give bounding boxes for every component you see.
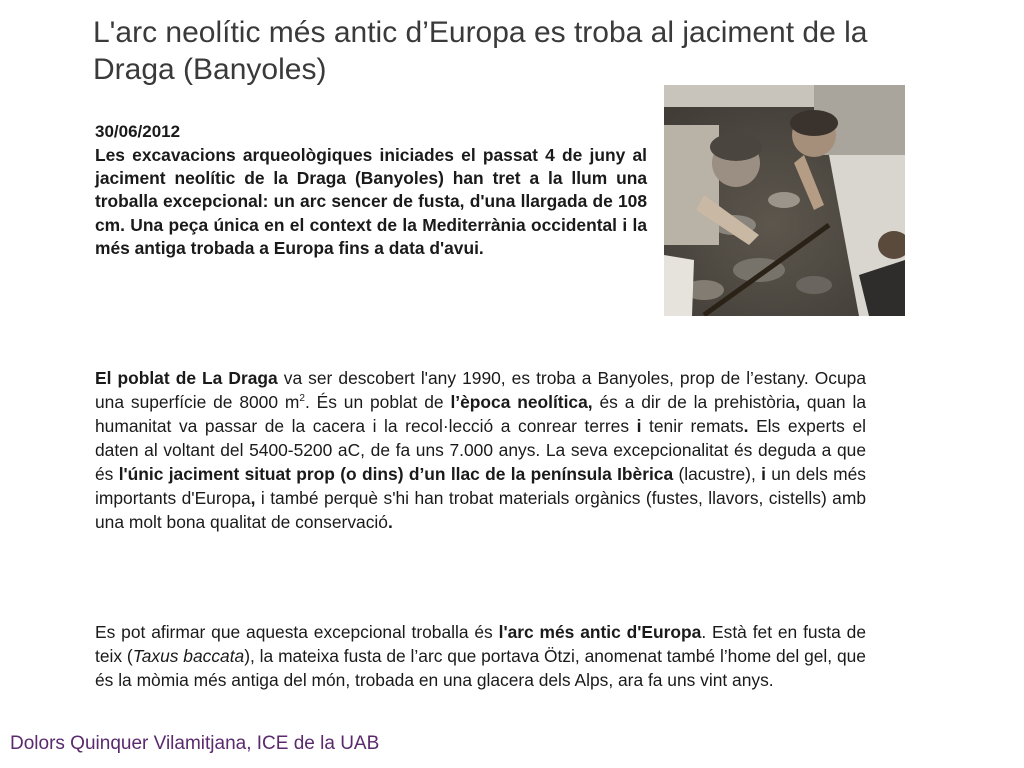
- lead-paragraph: Les excavacions arqueològiques iniciades el passat 4 de juny al jaciment neolític de la Draga (Banyoles) han tret a la llum una troballa excepcional: un arc sencer de fusta, d'una llargada de 108 cm. Una peça única en el context de la Mediterrània occidental i la més antiga trobada a Europa fins a data d'avui.: [95, 145, 647, 258]
- excavation-photo-icon: [664, 85, 905, 316]
- body-paragraph-2: Es pot afirmar que aquesta excepcional troballa és l'arc més antic d'Europa. Està fet en fusta de teix (Taxus baccata), la mateixa fusta de l’arc que portava Ötzi, anomenat també l’home del gel, que és la mòmia més antiga del món, trobada en una glacera dels Alps, ara fa uns vint anys.: [95, 622, 866, 690]
- page-title: L'arc neolític més antic d’Europa es troba al jaciment de la Draga (Banyoles): [93, 16, 868, 86]
- footer-author: Dolors Quinquer Vilamitjana, ICE de la UAB: [10, 733, 380, 754]
- article-date: 30/06/2012: [95, 122, 181, 141]
- excavation-photo: [664, 85, 905, 316]
- body-paragraph-1: El poblat de La Draga va ser descobert l'any 1990, es troba a Banyoles, prop de l’estany. Ocupa una superfície de 8000 $m^2$. És un poblat de l’època neolítica, és a dir de la prehistòria, quan la humanitat va passar de la cacera i la recol·lecció a conrear terres i tenir remats. Els experts el daten al voltant del 5400-5200 aC, de fa uns 7.000 anys. La seva excepcionalitat és deguda a que és l'únic jaciment situat prop (o dins) d’un llac de la península Ibèrica (lacustre), i un dels més importants d'Europa, i també perquè s'hi han trobat materials orgànics (fustes, llavors, cistells) amb una molt bona qualitat de conservació.: [95, 368, 867, 532]
